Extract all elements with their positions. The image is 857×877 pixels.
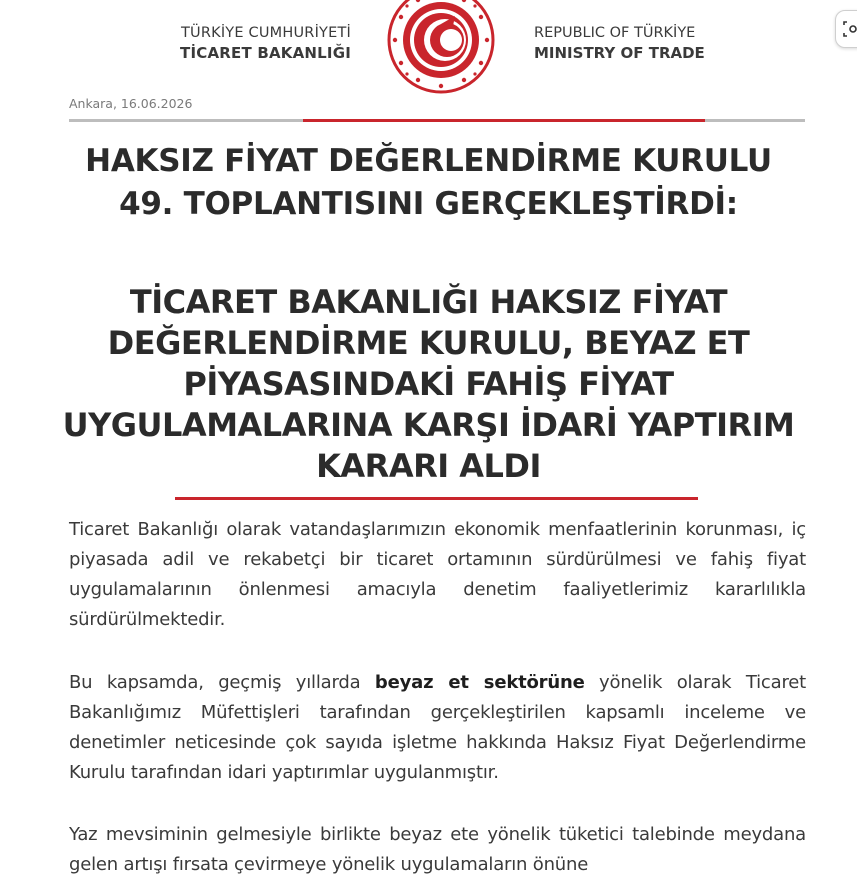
header-divider-accent bbox=[303, 119, 705, 122]
paragraph-2-start: Bu kapsamda, geçmiş yıllarda bbox=[69, 672, 375, 693]
header-right-line1: REPUBLIC OF TÜRKİYE bbox=[534, 25, 696, 41]
header-ministry-tr bbox=[180, 23, 351, 63]
paragraph-2 bbox=[69, 668, 806, 788]
document-date: Ankara, 16.06.2026 bbox=[69, 96, 193, 111]
title-divider bbox=[175, 497, 698, 500]
scan-image-icon[interactable] bbox=[835, 10, 857, 48]
paragraph-2-end: yönelik olarak Ticaret Bakanlığımız Müfettişleri tarafından gerçekleştirilen kapsamlı inceleme ve denetimler neticesinde çok sayıda işletme hakkında Haksız Fiyat Değerlendirme Kurulu tarafından idari yaptırımlar uygulanmıştır. bbox=[69, 672, 806, 783]
header-right-line2: MINISTRY OF TRADE bbox=[534, 44, 705, 62]
document-title: HAKSIZ FİYAT DEĞERLENDİRME KURULU 49. TOPLANTISINI GERÇEKLEŞTİRDİ: bbox=[85, 143, 772, 222]
ministry-of-trade-emblem-icon bbox=[385, 0, 497, 96]
paragraph-1: Ticaret Bakanlığı olarak vatandaşlarımızın ekonomik menfaatlerinin korunması, iç piyasada adil ve rekabetçi bir ticaret ortamının sürdürülmesi ve fahiş fiyat uygulamalarının önlenmesi amacıyla denetim faaliyetlerimiz kararlılıkla sürdürülmektedir. bbox=[69, 519, 806, 630]
paragraph-3: Yaz mevsiminin gelmesiyle birlikte beyaz ete yönelik tüketici talebinde meydana gelen artışı fırsata çevirmeye yönelik uygulamaların önüne bbox=[69, 824, 806, 875]
document-subtitle: TİCARET BAKANLIĞI HAKSIZ FİYAT DEĞERLENDİRME KURULU, BEYAZ ET PİYASASINDAKİ FAHİŞ FİYAT UYGULAMALARINA KARŞI İDARİ YAPTIRIM KARARI ALDI bbox=[62, 283, 795, 485]
header-left-line1: TÜRKİYE CUMHURİYETİ bbox=[180, 25, 351, 41]
paragraph-2-bold: beyaz et sektörüne bbox=[374, 672, 585, 693]
header-ministry-en bbox=[534, 23, 705, 63]
header-divider bbox=[69, 119, 805, 122]
header-left-line2: TİCARET BAKANLIĞI bbox=[180, 44, 351, 62]
